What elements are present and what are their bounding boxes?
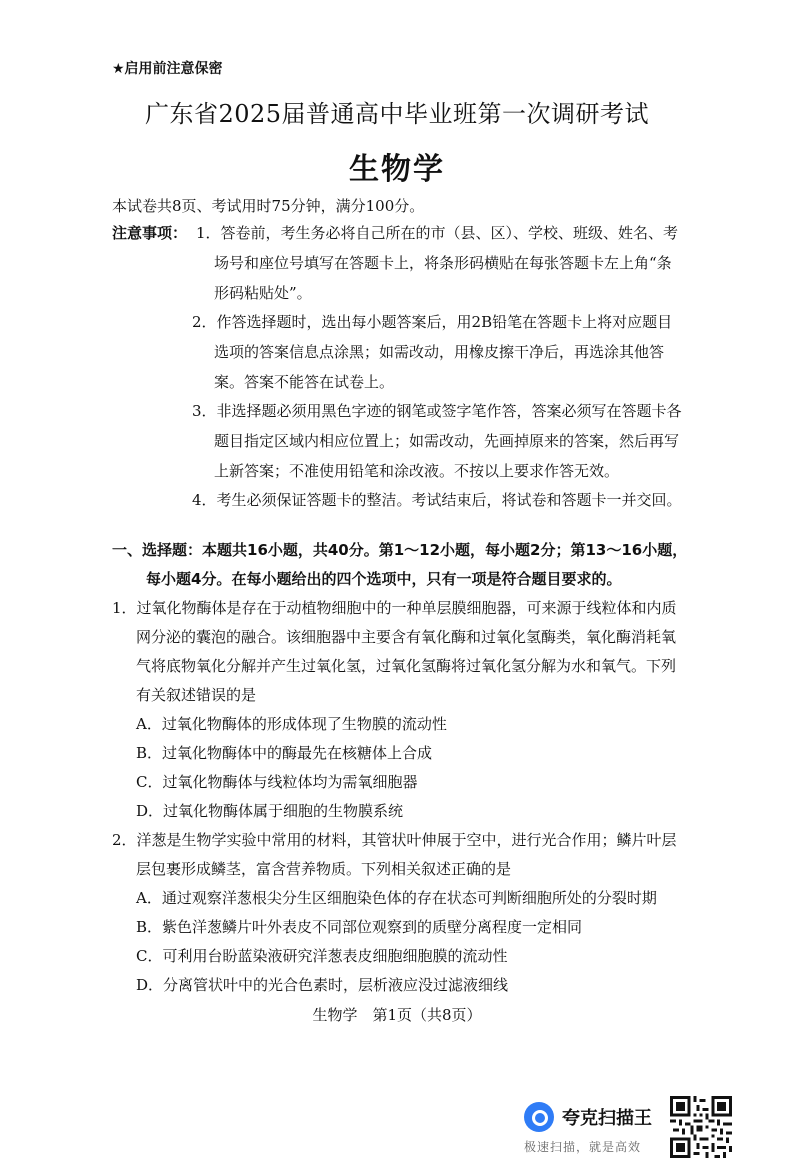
q2-stem-line-1: 2．洋葱是生物学实验中常用的材料，其管状叶伸展于空中，进行光合作用；鳞片叶层 [112,831,677,849]
note-3-line-2: 题目指定区域内相应位置上；如需改动，先画掉原来的答案，然后再写 [214,432,680,450]
q2-option-c: C．可利用台盼蓝染液研究洋葱表皮细胞细胞膜的流动性 [136,947,508,965]
scanner-name: 夸克扫描王 [562,1108,652,1129]
q2-option-a: A．通过观察洋葱根尖分生区细胞染色体的存在状态可判断细胞所处的分裂时期 [136,889,657,907]
q1-option-b: B．过氧化物酶体中的酶最先在核糖体上合成 [136,744,433,762]
subject-title: 生物学 [349,152,445,187]
note-1-line-1: 1．答卷前，考生务必将自己所在的市（县、区）、学校、班级、姓名、考 [196,224,679,242]
note-2-line-1: 2．作答选择题时，选出每小题答案后，用2B铅笔在答题卡上将对应题目 [192,313,673,331]
qr-code-icon [670,1096,732,1158]
page-footer: 生物学 第1页（共8页） [312,1006,482,1024]
note-2-line-2: 选项的答案信息点涂黑；如需改动，用橡皮擦干净后，再选涂其他答 [214,343,665,361]
confidential-notice: ★启用前注意保密 [112,61,223,77]
section-1-header-line-2: 每小题4分。在每小题给出的四个选项中，只有一项是符合题目要求的。 [146,570,622,588]
note-1-line-3: 形码粘贴处”。 [214,284,312,302]
q1-stem-line-3: 气将底物氧化分解并产生过氧化氢，过氧化氢酶将过氧化氢分解为水和氧气。下列 [136,657,677,675]
exam-title: 广东省2025届普通高中毕业班第一次调研考试 [144,100,650,128]
note-1-line-2: 场号和座位号填写在答题卡上，将条形码横贴在每张答题卡左上角“条 [214,254,672,272]
note-3-line-3: 上新答案；不准使用铅笔和涂改液。不按以上要求作答无效。 [214,462,620,480]
q1-option-a: A．过氧化物酶体的形成体现了生物膜的流动性 [136,715,447,733]
scanner-logo-icon [524,1102,554,1132]
q2-option-b: B．紫色洋葱鳞片叶外表皮不同部位观察到的质壁分离程度一定相同 [136,918,583,936]
q1-option-c: C．过氧化物酶体与线粒体均为需氧细胞器 [136,773,418,791]
section-1-header-line-1: 一、选择题：本题共16小题，共40分。第1～12小题，每小题2分；第13～16小题， [112,541,688,559]
q2-stem-line-2: 层包裹形成鳞茎，富含营养物质。下列相关叙述正确的是 [136,860,512,878]
q1-option-d: D．过氧化物酶体属于细胞的生物膜系统 [136,802,404,820]
note-2-line-3: 案。答案不能答在试卷上。 [214,373,395,391]
notes-label: 注意事项： [112,224,188,242]
q1-stem-line-1: 1．过氧化物酶体是存在于动植物细胞中的一种单层膜细胞器，可来源于线粒体和内质 [112,599,677,617]
note-3-line-1: 3．非选择题必须用黑色字迹的钢笔或签字笔作答，答案必须写在答题卡各 [192,402,682,420]
scanner-slogan: 极速扫描，就是高效 [524,1140,642,1154]
q2-option-d: D．分离管状叶中的光合色素时，层析液应没过滤液细线 [136,976,509,994]
q1-stem-line-2: 网分泌的囊泡的融合。该细胞器中主要含有氧化酶和过氧化氢酶类，氧化酶消耗氧 [136,628,677,646]
exam-intro: 本试卷共8页、考试用时75分钟，满分100分。 [112,197,425,215]
q1-stem-line-4: 有关叙述错误的是 [136,686,257,704]
note-4-line-1: 4．考生必须保证答题卡的整洁。考试结束后，将试卷和答题卡一并交回。 [192,491,682,509]
